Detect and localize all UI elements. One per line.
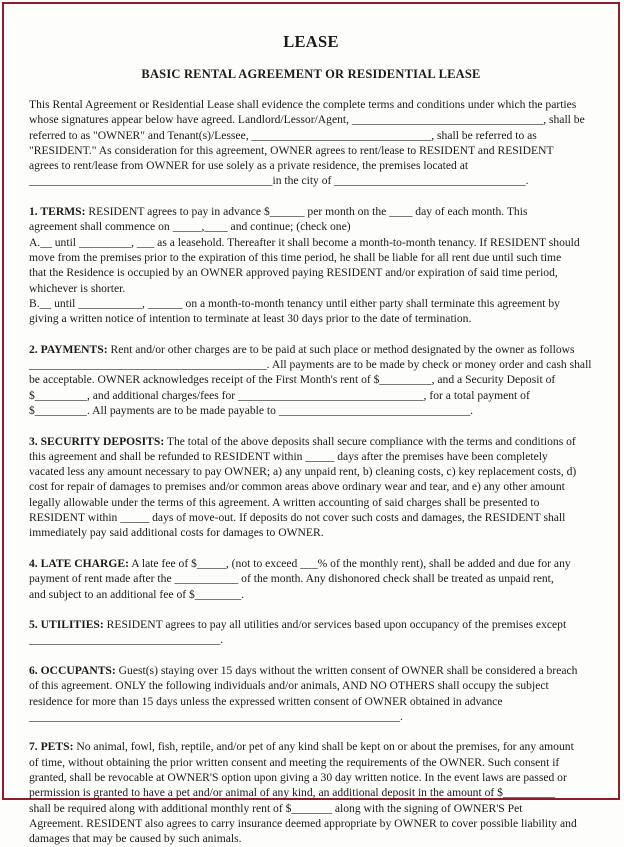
- security-line: cost for repair of damages to premises and/or common areas above ordinary wear and tear, and e) any other amount: [29, 480, 565, 494]
- pets-line: granted, shall be revocable at OWNER'S option upon giving a 30 day written notice. In the event laws are passed or: [29, 771, 567, 785]
- document-page: [2, 2, 620, 846]
- intro-line: whose signatures appear below have agreed. Landlord/Lessor/Agent, _________________________________, shall be: [29, 113, 585, 127]
- utilities-heading: 5. UTILITIES:: [29, 618, 104, 632]
- terms-line: that the Residence is occupied by an OWNER approved paying RESIDENT and/or expiration of said time period,: [29, 266, 558, 280]
- document-body: [29, 97, 592, 847]
- security-line: legally allowable under the terms of this agreement. A written accounting of said charges shall be presented to: [29, 495, 540, 509]
- intro-paragraph: [29, 97, 588, 189]
- payments-line: Rent and/or other charges are to be paid at such place or method designated by the owner as follows: [107, 342, 575, 356]
- utilities-line: RESIDENT agrees to pay all utilities and/or services based upon occupancy of the premises except: [103, 618, 567, 632]
- occupants-heading: 6. OCCUPANTS:: [29, 663, 116, 677]
- payments-section: [29, 342, 592, 418]
- payments-line: $_________, and additional charges/fees for ________________________________, for a total payment of: [29, 388, 530, 402]
- security-line: The total of the above deposits shall secure compliance with the terms and conditions of: [164, 434, 576, 448]
- late-heading: 4. LATE CHARGE:: [29, 556, 129, 570]
- late-charge-section: [29, 556, 588, 602]
- late-line: payment of rent made after the ___________ of the month. Any dishonored check shall be treated as unpaid rent,: [29, 572, 554, 586]
- occupants-line: of this agreement. ONLY the following individuals and/or animals, AND NO OTHERS shall occupy the subject: [29, 679, 549, 693]
- late-line: A late fee of $_____, (not to exceed ___% of the monthly rent), shall be added and due for any: [128, 556, 571, 570]
- pets-heading: 7. PETS:: [29, 740, 74, 754]
- pets-line: of time, without obtaining the prior written consent and meeting the requirements of the OWNER. Such consent if: [29, 755, 560, 769]
- intro-line: __________________________________________in the city of _________________________________.: [29, 174, 529, 188]
- terms-line: RESIDENT agrees to pay in advance $______ per month on the ____ day of each month. This: [85, 205, 528, 219]
- terms-line: whichever is shorter.: [29, 281, 126, 295]
- occupants-line: residence for more than 15 days unless the expressed written consent of OWNER obtained in advance: [29, 694, 503, 708]
- intro-line: agrees to rent/lease from OWNER for use solely as a private residence, the premises located at: [29, 159, 469, 173]
- terms-line: move from the premises prior to the expiration of this time period, he shall be liable for all rent due until such time: [29, 250, 562, 264]
- security-line: vacated less any amount necessary to pay OWNER; a) any unpaid rent, b) cleaning costs, c) key replacement costs, d): [29, 465, 577, 479]
- terms-line: B.__ until ___________, ______ on a month-to-month tenancy until either party shall terminate this agreement by: [29, 296, 560, 310]
- occupants-line: Guest(s) staying over 15 days without the written consent of OWNER shall be considered a breach: [115, 663, 578, 677]
- security-heading: 3. SECURITY DEPOSITS:: [29, 434, 165, 448]
- occupants-line: ________________________________________________________________.: [29, 709, 403, 723]
- pets-line: Agreement. RESIDENT also agrees to carry insurance deemed appropriate by OWNER to cover possible liability and: [29, 816, 577, 830]
- intro-line: referred to as "OWNER" and Tenant(s)/Lessee, _______________________________, shall be referred to as: [29, 128, 537, 142]
- payments-line: be acceptable. OWNER acknowledges receipt of the First Month's rent of $_________, and a Security Deposit of: [29, 373, 556, 387]
- intro-line: "RESIDENT." As consideration for this agreement, OWNER agrees to rent/lease to RESIDENT and RESIDENT: [29, 143, 554, 157]
- pets-line: shall be required along with additional monthly rent of $_______ along with the signing of OWNER'S Pet: [29, 801, 523, 815]
- security-line: immediately pay said additional costs for damages to OWNER.: [29, 526, 324, 540]
- terms-line: agreement shall commence on _____,____ and continue; (check one): [29, 220, 351, 234]
- late-line: and subject to an additional fee of $________.: [29, 587, 245, 601]
- payments-line: $_________. All payments are to be made payable to _________________________________.: [29, 403, 474, 417]
- pets-line: permission is granted to have a pet and/or animal of any kind, an additional deposit in the amount of $_________: [29, 786, 556, 800]
- pets-line: No animal, fowl, fish, reptile, and/or pet of any kind shall be kept on or about the premises, for any amount: [73, 740, 574, 754]
- utilities-line: _________________________________.: [29, 633, 224, 647]
- occupants-section: [29, 663, 588, 724]
- terms-line: A.__ until _________, ___ as a leasehold. Thereafter it shall become a month-to-month tenancy. If RESIDENT should: [29, 235, 580, 249]
- document-subtitle: BASIC RENTAL AGREEMENT OR RESIDENTIAL LEASE: [141, 67, 481, 81]
- terms-heading: 1. TERMS:: [29, 205, 86, 219]
- payments-line: _________________________________________. All payments are to be made by check or money order and cash shall: [29, 358, 592, 372]
- payments-heading: 2. PAYMENTS:: [29, 342, 108, 356]
- terms-line: giving a written notice of intention to terminate at least 30 days prior to the date of termination.: [29, 312, 472, 326]
- terms-section: [29, 204, 588, 326]
- document-title: LEASE: [283, 32, 339, 51]
- security-line: this agreement and shall be refunded to RESIDENT within _____ days after the premises have been completely: [29, 449, 548, 463]
- pets-line: damages that may be caused by such animals.: [29, 832, 242, 846]
- security-line: RESIDENT within _____ days of move-out. If deposits do not cover such costs and damages, the RESIDENT shall: [29, 511, 566, 525]
- intro-line: This Rental Agreement or Residential Lease shall evidence the complete terms and conditions under which the parties: [29, 98, 577, 111]
- utilities-section: [29, 617, 588, 648]
- security-deposits-section: [29, 434, 588, 541]
- pets-section: [29, 739, 588, 846]
